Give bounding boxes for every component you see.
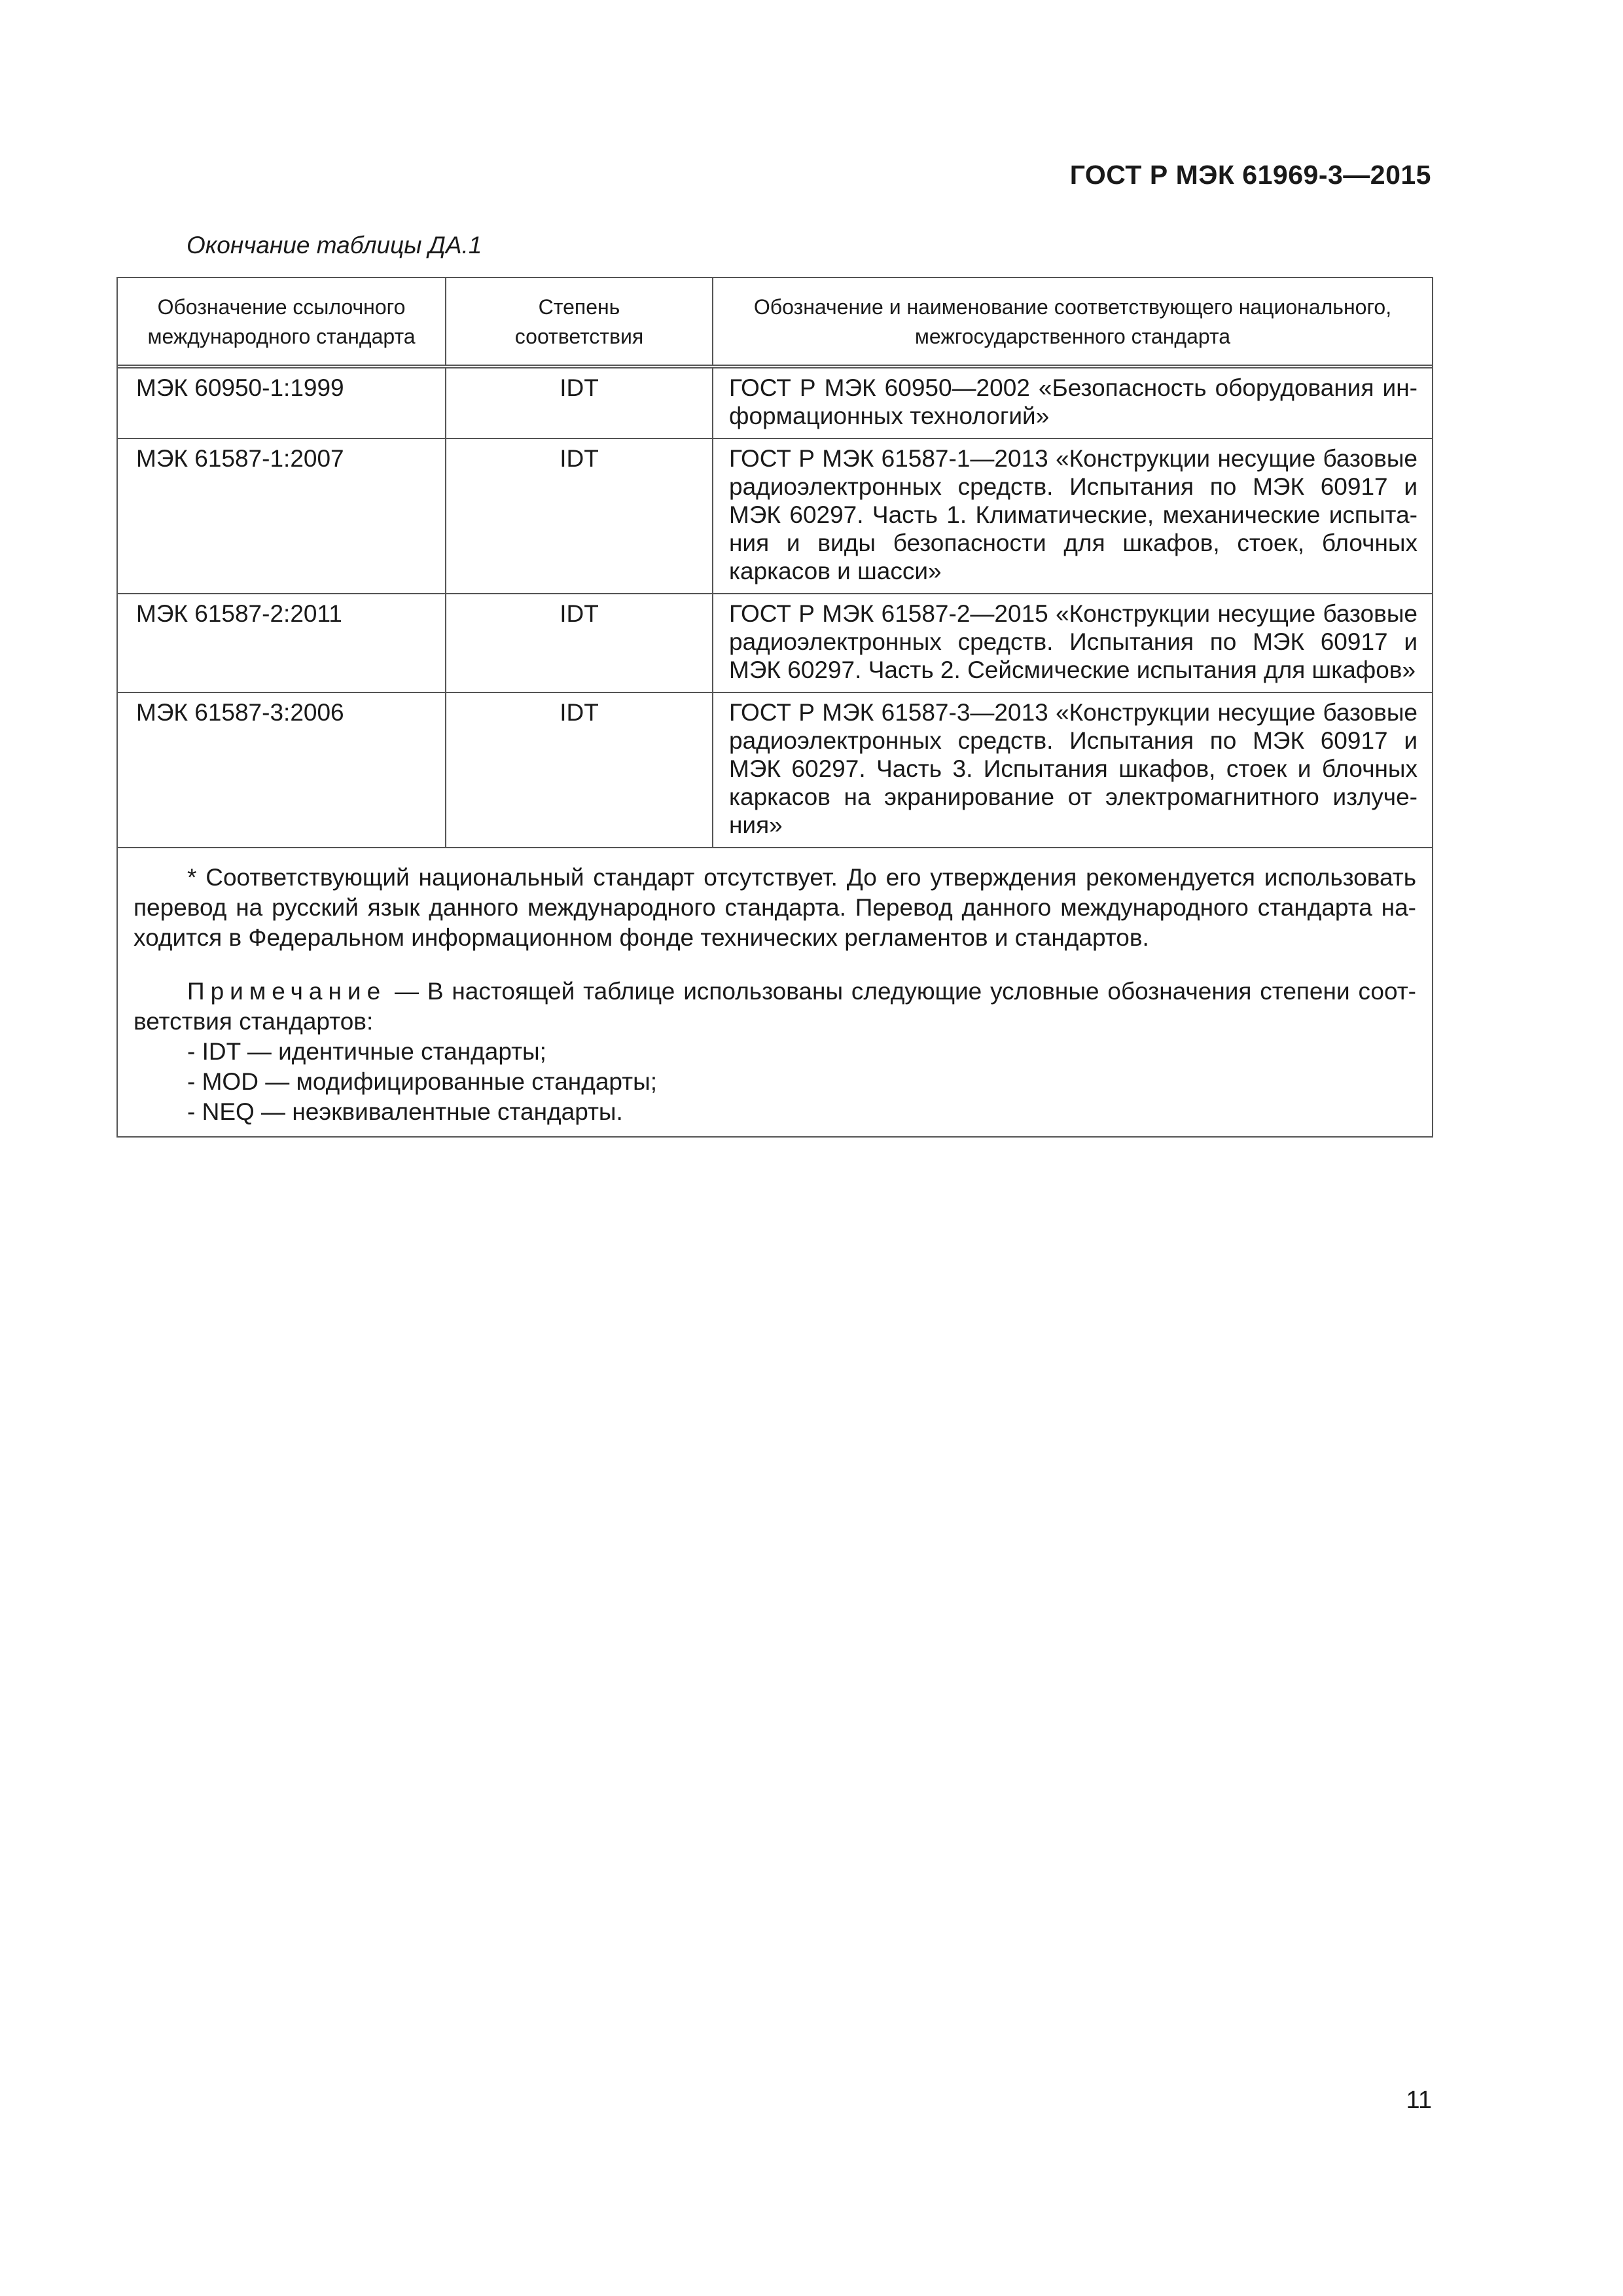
note-paragraph <box>134 977 1416 1037</box>
cell-national-standard: ГОСТ Р МЭК 61587-3—2013 «Конструкции несущие базовые радиоэлектронных средств. Испытания по МЭК 60917 и МЭК 60297. Часть 3. Испытания шкафов, стоек и блочных каркасов на экранирование от электромагнитного излучения» <box>729 699 1418 838</box>
legend-item-idt: - IDT — идентичные стандарты; <box>187 1038 546 1065</box>
table-row <box>118 439 1432 594</box>
legend-list <box>134 1037 1416 1127</box>
cell-degree: IDT <box>446 594 713 692</box>
legend-item-neq: - NEQ — неэквивалентные стандарты. <box>187 1098 623 1125</box>
page-number: 11 <box>1406 2087 1432 2114</box>
table-row <box>118 594 1432 693</box>
cell-international-standard: МЭК 60950-1:1999 <box>118 368 446 438</box>
cell-international-standard: МЭК 61587-3:2006 <box>118 693 446 847</box>
footnote: * Соответствующий национальный стандарт отсутствует. До его утверждения рекомендуется использовать перевод на русский язык данного международного стандарта. Перевод данного международного стандарта находится в Федеральном информационном фонде технических регламентов и стандартов. <box>134 864 1416 951</box>
column-header-international: Обозначение ссылочного международного стандарта <box>118 278 446 365</box>
column-header-degree: Степень соответствия <box>446 278 713 365</box>
cell-degree: IDT <box>446 693 713 847</box>
document-code: ГОСТ Р МЭК 61969-3—2015 <box>1069 160 1431 190</box>
note-text: — В настоящей таблице использованы следующие условные обозначения степени соответствия стандартов: <box>134 978 1416 1035</box>
cell-degree: IDT <box>446 368 713 438</box>
table-row <box>118 693 1432 848</box>
note-label: Примечание <box>187 978 387 1005</box>
table-footer <box>118 848 1432 1136</box>
cell-international-standard: МЭК 61587-2:2011 <box>118 594 446 692</box>
cell-national-standard: ГОСТ Р МЭК 60950—2002 «Безопасность оборудования информационных технологий» <box>729 374 1418 429</box>
cell-international-standard: МЭК 61587-1:2007 <box>118 439 446 593</box>
cell-national-standard: ГОСТ Р МЭК 61587-1—2013 «Конструкции несущие базовые радиоэлектронных средств. Испытания по МЭК 60917 и МЭК 60297. Часть 1. Климатические, механические испытания и виды безопасности для шкафов, стоек, блочных каркасов и шасси» <box>729 445 1418 584</box>
legend-item-mod: - MOD — модифицированные стандарты; <box>187 1068 657 1095</box>
table-header-row <box>118 278 1432 368</box>
correspondence-table <box>116 277 1433 1138</box>
cell-national-standard: ГОСТ Р МЭК 61587-2—2015 «Конструкции несущие базовые радиоэлектронных средств. Испытания по МЭК 60917 и МЭК 60297. Часть 2. Сейсмические испытания для шкафов» <box>729 600 1418 683</box>
cell-degree: IDT <box>446 439 713 593</box>
column-header-national: Обозначение и наименование соответствующего национального, межгосударственного стандарта <box>753 295 1392 348</box>
table-caption: Окончание таблицы ДА.1 <box>187 232 482 259</box>
table-row <box>118 368 1432 439</box>
